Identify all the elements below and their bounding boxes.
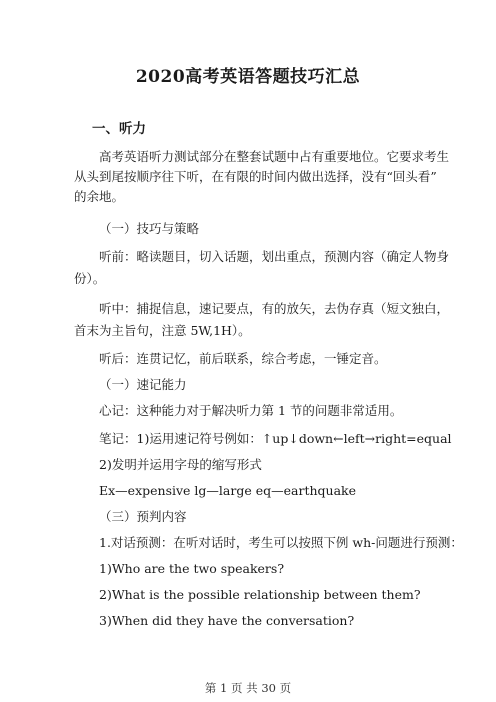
paragraph-line: 的余地。 — [74, 189, 125, 204]
paragraph-line: 首末为主旨句，注意 5W,1H）。 — [74, 323, 251, 338]
paragraph-line: 2)发明并运用字母的缩写形式 — [99, 457, 262, 472]
paragraph-line: 从头到尾按顺序往下听，在有限的时间内做出选择，没有“回头看” — [74, 169, 437, 184]
paragraph-line: 听后：连贯记忆，前后联系，综合考虑，一锤定音。 — [99, 351, 387, 366]
paragraph-line: 听前：略读题目，切入话题，划出重点，预测内容（确定人物身 — [99, 249, 450, 264]
paragraph-line: 1.对话预测：在听对话时，考生可以按照下例 wh-问题进行预测： — [99, 535, 463, 550]
subsection-heading: （一）速记能力 — [99, 377, 187, 392]
paragraph-line: Ex—expensive lg—large eq—earthquake — [99, 483, 356, 498]
paragraph-line: 3)When did they have the conversation? — [99, 613, 355, 628]
subsection-heading: （一）技巧与策略 — [99, 221, 200, 236]
paragraph-line: 笔记：1)运用速记符号例如：↑up↓down←left→right=equal — [99, 431, 452, 446]
paragraph-line: 高考英语听力测试部分在整套试题中占有重要地位。它要求考生 — [99, 149, 450, 164]
paragraph-line: 份）。 — [74, 271, 106, 286]
document-title: 2020高考英语答题技巧汇总 — [135, 67, 361, 87]
page-footer: 第 1 页 共 30 页 — [204, 681, 292, 695]
paragraph-line: 1)Who are the two speakers? — [99, 561, 285, 576]
subsection-heading: （三）预判内容 — [99, 509, 187, 524]
paragraph-line: 2)What is the possible relationship between them? — [99, 587, 421, 602]
section-heading-listening: 一、听力 — [92, 121, 146, 137]
paragraph-line: 心记：这种能力对于解决听力第 1 节的问题非常适用。 — [99, 403, 403, 418]
paragraph-line: 听中：捕捉信息，速记要点，有的放矢，去伪存真（短文独白， — [99, 301, 450, 316]
